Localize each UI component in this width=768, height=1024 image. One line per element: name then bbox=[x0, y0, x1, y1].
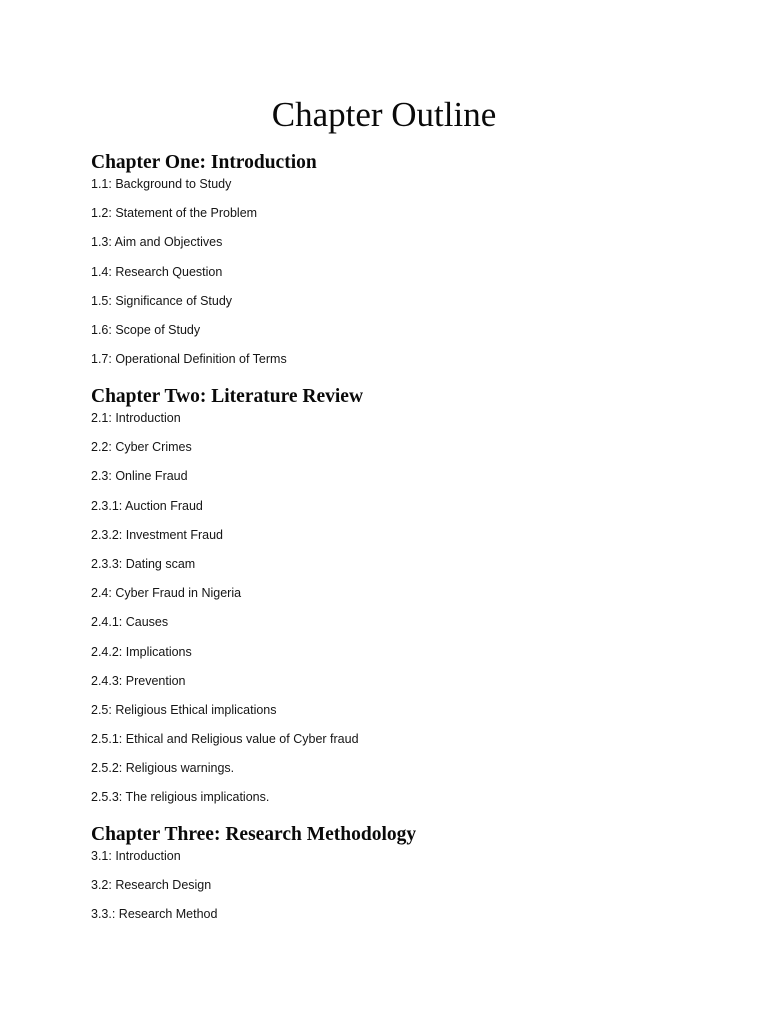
outline-item: 2.5: Religious Ethical implications bbox=[91, 702, 277, 717]
outline-item: 1.1: Background to Study bbox=[91, 177, 232, 191]
outline-item: 2.5.2: Religious warnings. bbox=[91, 761, 235, 776]
outline-item: 2.2: Cyber Crimes bbox=[91, 440, 192, 455]
outline-item: 3.2: Research Design bbox=[91, 878, 212, 893]
outline-item: 2.3: Online Fraud bbox=[91, 469, 188, 484]
chapter-heading: Chapter Three: Research Methodology bbox=[91, 824, 417, 845]
outline-item: 2.4: Cyber Fraud in Nigeria bbox=[91, 586, 242, 601]
outline-item: 1.5: Significance of Study bbox=[91, 293, 233, 308]
outline-item: 1.2: Statement of the Problem bbox=[91, 206, 258, 221]
document-title: Chapter Outline bbox=[271, 95, 497, 134]
outline-item: 2.3.2: Investment Fraud bbox=[91, 527, 224, 542]
outline-item: 1.3: Aim and Objectives bbox=[91, 235, 223, 250]
outline-item: 1.6: Scope of Study bbox=[91, 322, 201, 337]
chapter-two-section bbox=[91, 385, 731, 820]
outline-item: 2.4.2: Implications bbox=[91, 644, 192, 659]
chapter-heading: Chapter One: Introduction bbox=[91, 152, 317, 173]
outline-item: 2.4.1: Causes bbox=[91, 615, 169, 630]
outline-item: 2.1: Introduction bbox=[91, 411, 181, 425]
outline-item: 2.3.3: Dating scam bbox=[91, 556, 196, 571]
outline-item: 3.3.: Research Method bbox=[91, 907, 218, 922]
outline-item: 2.4.3: Prevention bbox=[91, 673, 186, 688]
chapter-heading: Chapter Two: Literature Review bbox=[91, 386, 364, 407]
chapter-one-section bbox=[91, 151, 731, 381]
outline-item: 2.5.3: The religious implications. bbox=[91, 790, 270, 805]
chapter-three-section bbox=[91, 823, 731, 937]
outline-item: 1.4: Research Question bbox=[91, 264, 223, 279]
outline-item: 2.5.1: Ethical and Religious value of Cyber fraud bbox=[91, 732, 359, 747]
outline-item: 2.3.1: Auction Fraud bbox=[91, 498, 203, 513]
outline-item: 3.1: Introduction bbox=[91, 849, 181, 863]
outline-item: 1.7: Operational Definition of Terms bbox=[91, 352, 287, 367]
